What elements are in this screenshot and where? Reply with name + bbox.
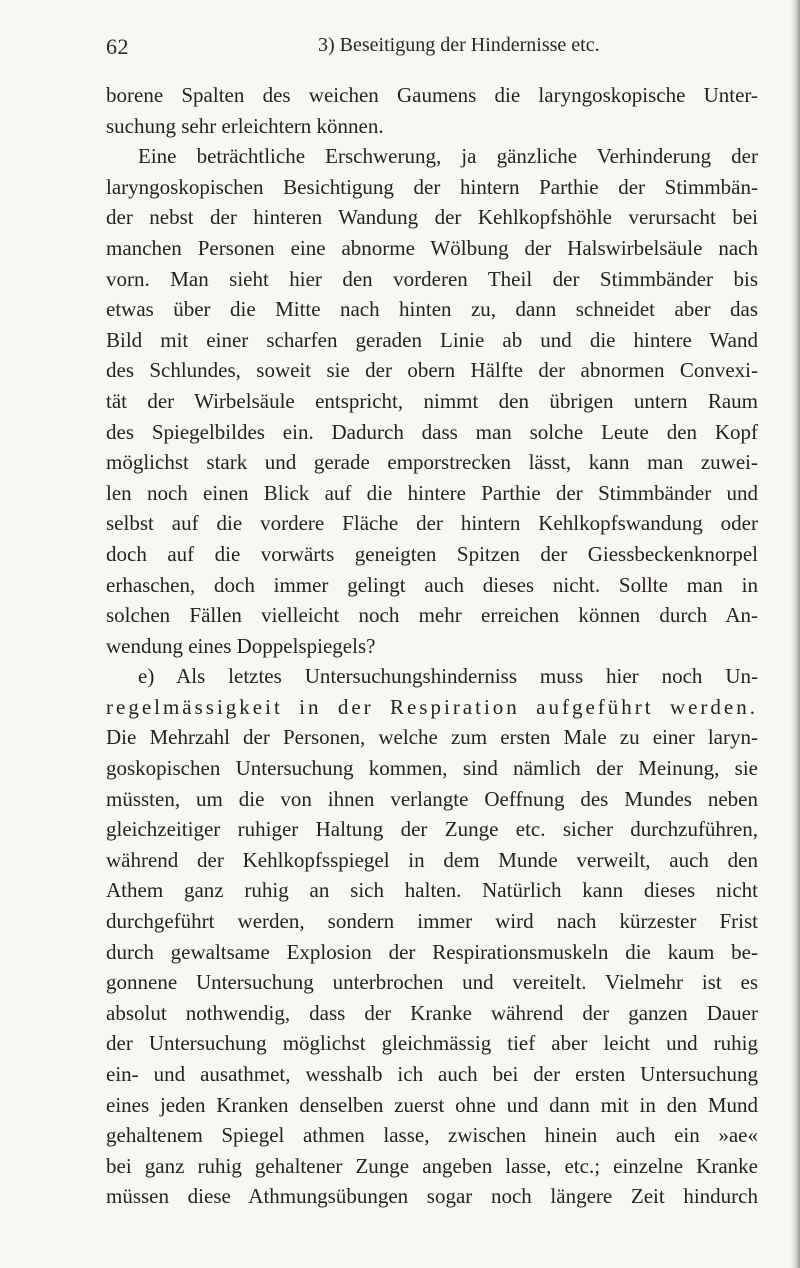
text-line: gonnene Untersuchung unterbrochen und vereitelt. Vielmehr ist es xyxy=(106,970,758,995)
text-line: des Schlundes, soweit sie der obern Hälfte der abnormen Convexi- xyxy=(106,358,758,383)
text-line: erhaschen, doch immer gelingt auch dieses nicht. Sollte man in xyxy=(106,572,758,597)
emphasized-line: regelmässigkeit in der Respiration aufgeführt werden. xyxy=(106,694,758,719)
text-line: etwas über die Mitte nach hinten zu, dann schneidet aber das xyxy=(106,297,758,322)
section-title: 3) Beseitigung der Hindernisse etc. xyxy=(318,34,600,56)
text-line: des Spiegelbildes ein. Dadurch dass man solche Leute den Kopf xyxy=(106,419,758,444)
text-line: müssen diese Athmungsübungen sogar noch längere Zeit hindurch xyxy=(106,1184,758,1209)
body-text xyxy=(106,80,758,1212)
text-line: goskopischen Untersuchung kommen, sind nämlich der Meinung, sie xyxy=(106,756,758,781)
text-line: len noch einen Blick auf die hintere Parthie der Stimmbänder und xyxy=(106,480,758,505)
text-line: möglichst stark und gerade emporstrecken lässt, kann man zuwei- xyxy=(106,450,758,475)
text-line: wendung eines Doppelspiegels? xyxy=(106,633,376,658)
text-line: Athem ganz ruhig an sich halten. Natürlich kann dieses nicht xyxy=(106,878,758,903)
text-line: selbst auf die vordere Fläche der hintern Kehlkopfswandung oder xyxy=(106,511,758,536)
text-line: gehaltenem Spiegel athmen lasse, zwischen hinein auch ein »ae« xyxy=(106,1123,758,1148)
text-line: laryngoskopischen Besichtigung der hintern Parthie der Stimmbän- xyxy=(106,174,758,199)
text-line: borene Spalten des weichen Gaumens die laryngoskopische Unter- xyxy=(106,83,758,107)
text-line: der Untersuchung möglichst gleichmässig tief aber leicht und ruhig xyxy=(106,1031,758,1056)
page-edge-shadow xyxy=(790,0,800,1268)
running-head xyxy=(106,34,762,64)
text-line: durchgeführt werden, sondern immer wird nach kürzester Frist xyxy=(106,909,758,934)
text-line: ein- und ausathmet, wesshalb ich auch bei der ersten Untersuchung xyxy=(106,1062,758,1086)
page-number: 62 xyxy=(106,34,129,59)
text-line: vorn. Man sieht hier den vorderen Theil der Stimmbänder bis xyxy=(106,266,758,291)
text-line: solchen Fällen vielleicht noch mehr erreichen können durch An- xyxy=(106,603,758,628)
text-line: durch gewaltsame Explosion der Respirationsmuskeln die kaum be- xyxy=(106,939,758,964)
paragraph-start-line: e) Als letztes Untersuchungshinderniss muss hier noch Un- xyxy=(138,664,758,689)
text-line: Bild mit einer scharfen geraden Linie ab und die hintere Wand xyxy=(106,327,758,352)
text-line: der nebst der hinteren Wandung der Kehlkopfshöhle verursacht bei xyxy=(106,205,758,230)
paragraph-start-line: Eine beträchtliche Erschwerung, ja gänzliche Verhinderung der xyxy=(138,144,758,169)
text-line: absolut nothwendig, dass der Kranke während der ganzen Dauer xyxy=(106,1000,758,1025)
text-line: Die Mehrzahl der Personen, welche zum ersten Male zu einer laryn- xyxy=(106,725,758,750)
text-line: während der Kehlkopfsspiegel in dem Munde verweilt, auch den xyxy=(106,847,758,872)
text-line: eines jeden Kranken denselben zuerst ohne und dann mit in den Mund xyxy=(106,1092,758,1117)
text-line: gleichzeitiger ruhiger Haltung der Zunge etc. sicher durchzuführen, xyxy=(106,817,758,842)
text-line: bei ganz ruhig gehaltener Zunge angeben lasse, etc.; einzelne Kranke xyxy=(106,1153,758,1178)
text-line: müssten, um die von ihnen verlangte Oeffnung des Mundes neben xyxy=(106,786,758,811)
text-line: doch auf die vorwärts geneigten Spitzen der Giessbeckenknorpel xyxy=(106,541,758,566)
text-line: manchen Personen eine abnorme Wölbung der Halswirbelsäule nach xyxy=(106,235,758,260)
text-line: tät der Wirbelsäule entspricht, nimmt den übrigen untern Raum xyxy=(106,388,758,413)
text-line: suchung sehr erleichtern können. xyxy=(106,113,384,138)
